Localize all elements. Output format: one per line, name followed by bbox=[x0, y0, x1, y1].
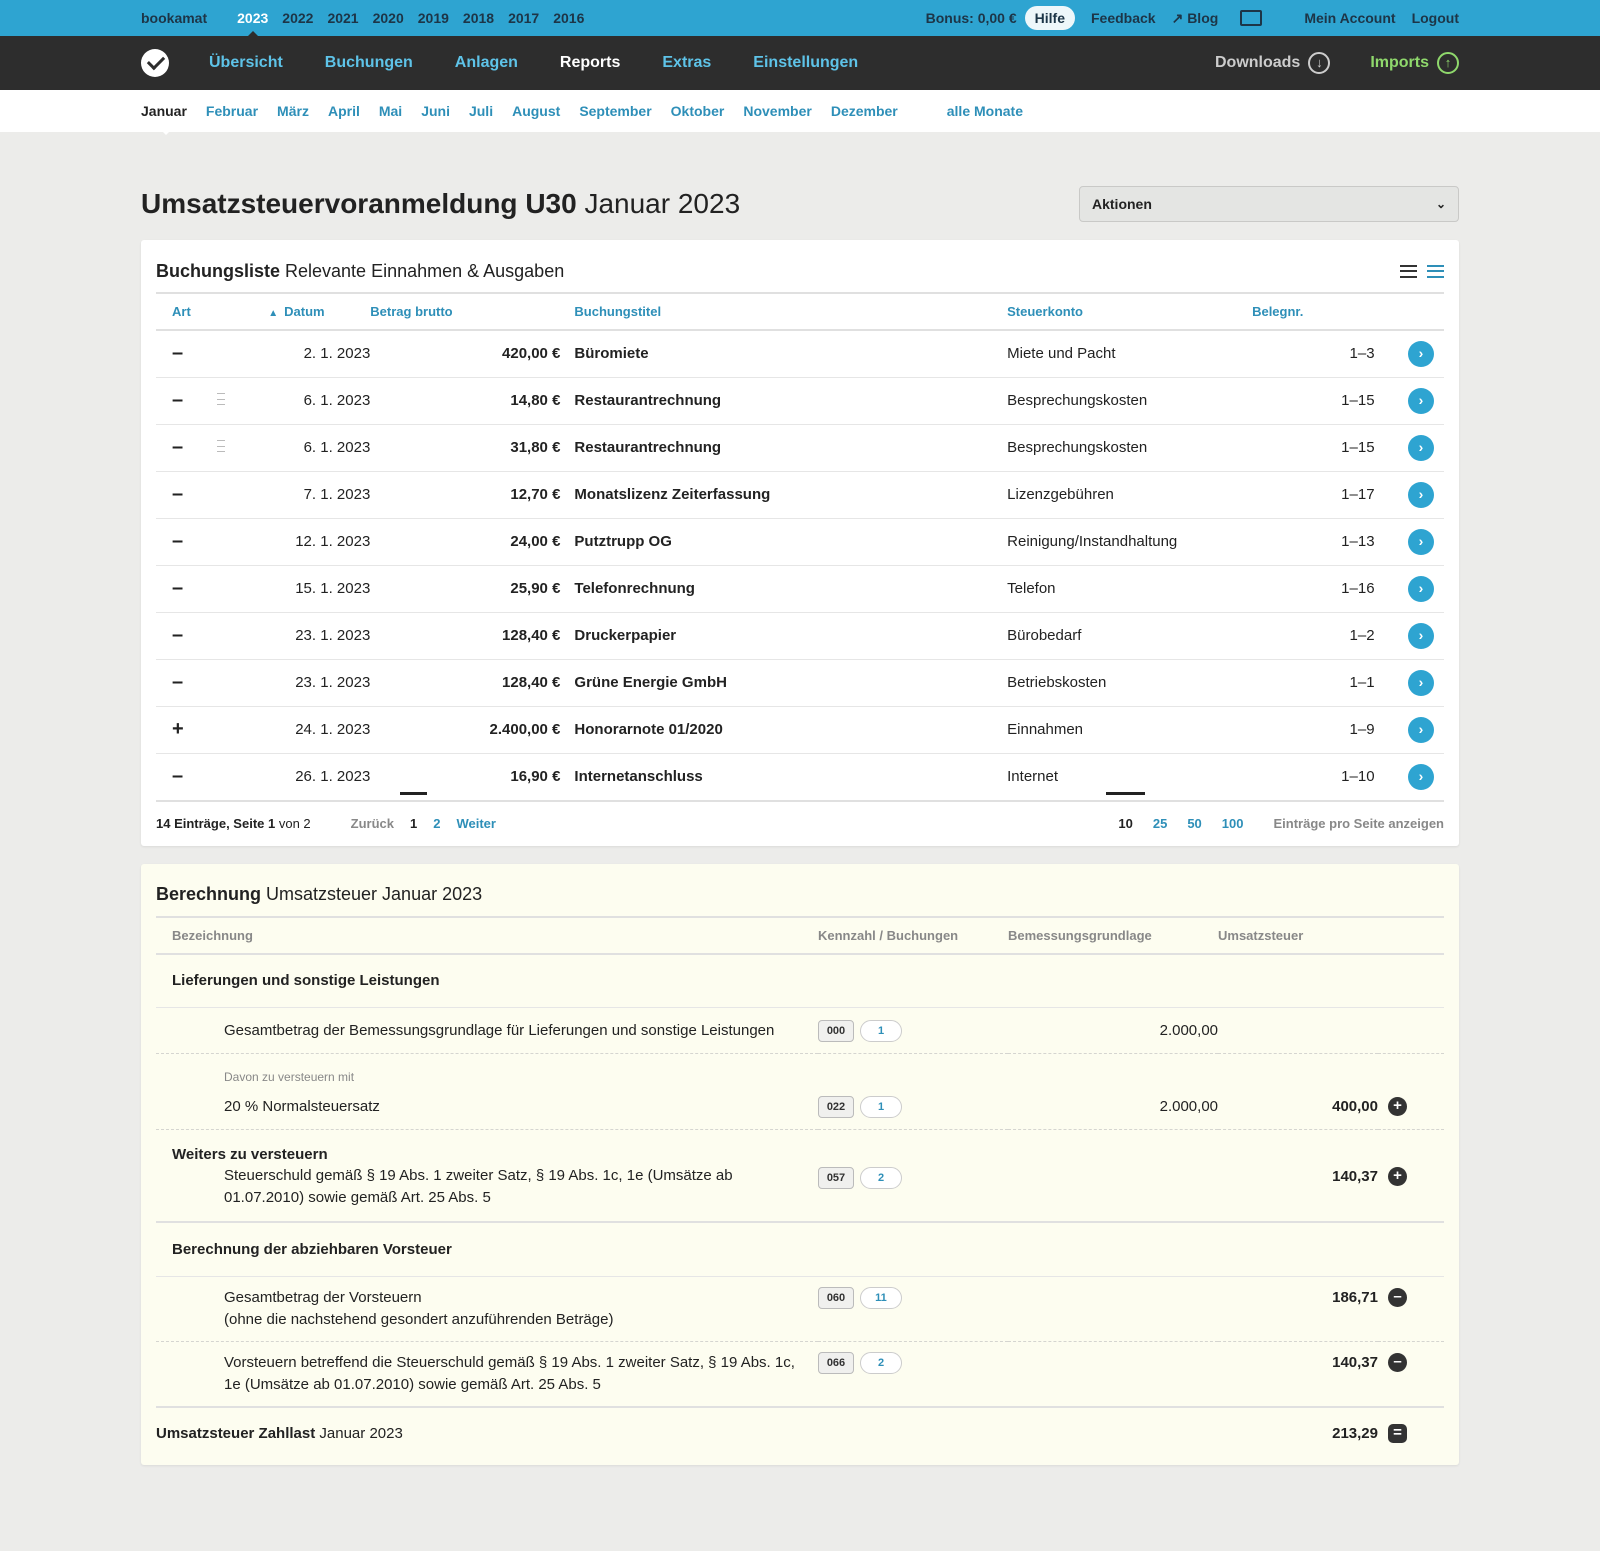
total-label-period: Januar 2023 bbox=[319, 1424, 403, 1442]
minus-icon: – bbox=[1388, 1353, 1407, 1372]
calc-row-022-sub bbox=[156, 1054, 1444, 1086]
calc-desc-line1: Vorsteuern betreffend die Steuerschuld gemäß § 19 Abs. 1 zweiter Satz, § 19 Abs. 1c, bbox=[224, 1353, 795, 1371]
calculation-subtitle: Umsatzsteuer Januar 2023 bbox=[266, 884, 483, 904]
actions-label: Aktionen bbox=[1092, 196, 1152, 212]
row-beleg: 1–17 bbox=[1252, 471, 1374, 518]
month-juli[interactable]: Juli bbox=[468, 103, 494, 119]
month-dezember[interactable]: Dezember bbox=[830, 103, 898, 119]
minus-icon: – bbox=[172, 342, 184, 365]
keyboard-icon[interactable] bbox=[1240, 10, 1262, 26]
nav-right bbox=[1215, 52, 1459, 74]
row-split bbox=[217, 565, 268, 612]
row-konto: Reinigung/Instandhaltung bbox=[1007, 518, 1252, 565]
col-bemessungsgrundlage: Bemessungsgrundlage bbox=[1008, 918, 1218, 954]
row-action bbox=[1375, 424, 1444, 471]
col-umsatzsteuer: Umsatzsteuer bbox=[1218, 918, 1378, 954]
row-konto: Internet bbox=[1007, 753, 1252, 800]
row-betrag: 12,70 € bbox=[370, 471, 574, 518]
page-title-period: Januar 2023 bbox=[584, 188, 741, 219]
row-action bbox=[1375, 612, 1444, 659]
actions-select[interactable] bbox=[1079, 186, 1459, 222]
blog-link[interactable]: ↗ Blog bbox=[1171, 9, 1219, 26]
row-betrag: 16,90 € bbox=[370, 753, 574, 800]
section-vorsteuer bbox=[156, 1222, 1444, 1276]
row-datum: 23. 1. 2023 bbox=[268, 659, 370, 706]
calculation-table bbox=[156, 918, 1444, 1459]
col-action bbox=[1375, 294, 1444, 330]
row-datum: 26. 1. 2023 bbox=[268, 753, 370, 800]
booking-table-body bbox=[156, 330, 1444, 800]
row-beleg: 1–16 bbox=[1252, 565, 1374, 612]
calc-row-000 bbox=[156, 1008, 1444, 1054]
calc-desc-line2: 01.07.2010) sowie gemäß Art. 25 Abs. 5 bbox=[224, 1189, 491, 1206]
minus-icon: – bbox=[172, 389, 184, 411]
calc-kennzahl bbox=[818, 1341, 1008, 1407]
calc-desc-line2: (ohne die nachstehend gesondert anzuführenden Beträge) bbox=[224, 1310, 614, 1328]
table-row[interactable] bbox=[156, 659, 1444, 706]
table-row[interactable] bbox=[156, 565, 1444, 612]
row-titel: Restaurantrechnung bbox=[574, 377, 1007, 424]
row-titel: Honorarnote 01/2020 bbox=[574, 706, 1007, 753]
top-bar bbox=[0, 0, 1600, 36]
brand-link[interactable]: bookamat bbox=[141, 10, 208, 26]
plus-icon: + bbox=[1388, 1097, 1407, 1116]
row-art bbox=[156, 330, 217, 377]
month-september[interactable]: September bbox=[579, 103, 652, 119]
row-konto: Besprechungskosten bbox=[1007, 424, 1252, 471]
row-datum: 6. 1. 2023 bbox=[268, 377, 370, 424]
nav-uebersicht[interactable]: Übersicht bbox=[209, 54, 283, 71]
row-datum: 24. 1. 2023 bbox=[268, 706, 370, 753]
content bbox=[141, 186, 1459, 1465]
row-titel: Grüne Energie GmbH bbox=[574, 659, 1007, 706]
row-betrag: 14,80 € bbox=[370, 377, 574, 424]
calc-total-row bbox=[156, 1407, 1444, 1459]
chevron-right-icon[interactable]: › bbox=[1408, 435, 1434, 461]
row-beleg: 1–9 bbox=[1252, 706, 1374, 753]
minus-icon: – bbox=[172, 577, 184, 599]
row-betrag: 25,90 € bbox=[370, 565, 574, 612]
row-titel: Telefonrechnung bbox=[574, 565, 1007, 612]
calc-base bbox=[1008, 1276, 1218, 1341]
col-kennzahl: Kennzahl / Buchungen bbox=[818, 918, 1008, 954]
nav-einstellungen[interactable]: Einstellungen bbox=[753, 54, 859, 71]
row-konto: Miete und Pacht bbox=[1007, 330, 1252, 377]
booking-list-header bbox=[156, 240, 1444, 294]
logout-link[interactable]: Logout bbox=[1411, 10, 1459, 26]
row-split bbox=[217, 659, 268, 706]
calc-kennzahl bbox=[818, 1276, 1008, 1341]
row-titel: Putztrupp OG bbox=[574, 518, 1007, 565]
chevron-right-icon[interactable]: › bbox=[1408, 576, 1434, 602]
logo-icon[interactable] bbox=[141, 49, 169, 77]
booking-list-subtitle: Relevante Einnahmen & Ausgaben bbox=[285, 260, 565, 281]
row-art bbox=[156, 706, 217, 753]
calc-base: 2.000,00 bbox=[1008, 1085, 1218, 1129]
split-icon bbox=[217, 393, 225, 405]
pager-page-2[interactable]: 2 bbox=[433, 816, 441, 831]
year-2017[interactable]: 2017 bbox=[508, 10, 540, 26]
minus-icon: – bbox=[172, 530, 184, 552]
calc-base: 2.000,00 bbox=[1008, 1008, 1218, 1054]
minus-icon: – bbox=[1388, 1288, 1407, 1307]
row-split bbox=[217, 471, 268, 518]
list-view-icon[interactable] bbox=[1427, 265, 1444, 278]
pager-back[interactable]: Zurück bbox=[350, 816, 394, 831]
calculation-title: Berechnung bbox=[156, 884, 262, 904]
calc-row-022 bbox=[156, 1085, 1444, 1129]
row-split bbox=[217, 377, 268, 424]
calc-desc-line1: Gesamtbetrag der Vorsteuern bbox=[224, 1288, 422, 1306]
row-split bbox=[217, 753, 268, 800]
booking-count-badge[interactable]: 1 bbox=[860, 1020, 902, 1042]
row-art bbox=[156, 612, 217, 659]
pager-info bbox=[156, 816, 311, 831]
row-konto: Bürobedarf bbox=[1007, 612, 1252, 659]
col-art[interactable]: Art bbox=[156, 294, 217, 330]
pagination bbox=[156, 800, 1444, 846]
pager-info-total: von 2 bbox=[275, 816, 311, 831]
row-titel: Internetanschluss bbox=[574, 753, 1007, 800]
row-datum: 15. 1. 2023 bbox=[268, 565, 370, 612]
sort-asc-icon: ▲ bbox=[268, 308, 279, 319]
nav-reports[interactable]: Reports bbox=[559, 54, 621, 71]
col-titel[interactable]: Buchungstitel bbox=[574, 294, 1007, 330]
calc-tax: 140,37 bbox=[1218, 1165, 1378, 1222]
help-button[interactable]: Hilfe bbox=[1025, 6, 1075, 30]
col-beleg[interactable]: Belegnr. bbox=[1252, 294, 1374, 330]
section-weiters bbox=[156, 1129, 1444, 1165]
month-juni[interactable]: Juni bbox=[421, 103, 450, 119]
calc-base bbox=[1008, 1341, 1218, 1407]
booking-table bbox=[156, 294, 1444, 801]
row-beleg: 1–2 bbox=[1252, 612, 1374, 659]
calc-sign bbox=[1378, 1008, 1444, 1054]
year-2023[interactable]: 2023 bbox=[237, 10, 269, 26]
per-page-25[interactable]: 25 bbox=[1152, 816, 1168, 831]
downloads-button[interactable] bbox=[1215, 52, 1330, 74]
year-2022[interactable]: 2022 bbox=[282, 10, 314, 26]
row-split bbox=[217, 706, 268, 753]
year-2018[interactable]: 2018 bbox=[462, 10, 495, 26]
row-art bbox=[156, 518, 217, 565]
kennzahl-badge: 066 bbox=[818, 1352, 854, 1374]
pager-info-bold: 14 Einträge, Seite 1 bbox=[156, 816, 276, 831]
section-lieferungen bbox=[156, 954, 1444, 1008]
calc-desc-line2: 1e (Umsätze ab 01.07.2010) sowie gemäß Art. 25 Abs. 5 bbox=[224, 1375, 601, 1393]
row-betrag: 128,40 € bbox=[370, 659, 574, 706]
kennzahl-badge: 000 bbox=[818, 1020, 854, 1042]
month-mai[interactable]: Mai bbox=[378, 103, 403, 119]
chevron-right-icon[interactable]: › bbox=[1408, 341, 1434, 367]
year-2019[interactable]: 2019 bbox=[417, 10, 449, 26]
row-art bbox=[156, 565, 217, 612]
row-titel: Büromiete bbox=[574, 330, 1007, 377]
row-art bbox=[156, 753, 217, 800]
month-februar[interactable]: Februar bbox=[205, 103, 259, 119]
row-betrag: 420,00 € bbox=[370, 330, 574, 377]
kennzahl-badge: 060 bbox=[818, 1287, 854, 1309]
calc-tax: 186,71 bbox=[1218, 1276, 1378, 1341]
row-beleg: 1–15 bbox=[1252, 377, 1374, 424]
row-art bbox=[156, 471, 217, 518]
col-betrag[interactable]: Betrag brutto bbox=[370, 294, 574, 330]
row-titel: Monatslizenz Zeiterfassung bbox=[574, 471, 1007, 518]
calc-kennzahl bbox=[818, 1085, 1008, 1129]
nav-anlagen[interactable]: Anlagen bbox=[454, 54, 518, 71]
calc-kennzahl bbox=[818, 1008, 1008, 1054]
calc-desc-line1: Steuerschuld gemäß § 19 Abs. 1 zweiter Satz, § 19 Abs. 1c, 1e (Umsätze ab bbox=[224, 1167, 733, 1184]
arrow-down-icon: ↓ bbox=[1308, 52, 1330, 74]
account-link[interactable]: Mein Account bbox=[1304, 10, 1396, 26]
feedback-link[interactable]: Feedback bbox=[1090, 10, 1156, 26]
row-beleg: 1–13 bbox=[1252, 518, 1374, 565]
calc-desc bbox=[156, 1341, 818, 1407]
row-datum: 12. 1. 2023 bbox=[268, 518, 370, 565]
row-betrag: 31,80 € bbox=[370, 424, 574, 471]
calculation-card bbox=[141, 864, 1459, 1465]
plus-icon: + bbox=[1388, 1167, 1407, 1186]
imports-label: Imports bbox=[1370, 54, 1429, 71]
year-2016[interactable]: 2016 bbox=[553, 10, 585, 26]
downloads-label: Downloads bbox=[1214, 54, 1301, 71]
row-split bbox=[217, 424, 268, 471]
col-datum-label: Datum bbox=[284, 304, 325, 319]
top-right-links bbox=[910, 6, 1459, 30]
view-toggle bbox=[1400, 265, 1444, 278]
compact-list-icon[interactable] bbox=[1400, 265, 1417, 278]
row-datum: 7. 1. 2023 bbox=[268, 471, 370, 518]
plus-icon: + bbox=[172, 718, 184, 740]
calc-sign bbox=[1378, 1165, 1444, 1222]
row-betrag: 2.400,00 € bbox=[370, 706, 574, 753]
table-row[interactable] bbox=[156, 377, 1444, 424]
calc-row-057 bbox=[156, 1165, 1444, 1222]
chevron-right-icon[interactable]: › bbox=[1408, 388, 1434, 414]
calc-tax bbox=[1218, 1008, 1378, 1054]
row-datum: 6. 1. 2023 bbox=[268, 424, 370, 471]
table-row[interactable] bbox=[156, 706, 1444, 753]
page-title-bold: Umsatzsteuervoranmeldung U30 bbox=[141, 188, 577, 219]
col-bezeichnung: Bezeichnung bbox=[156, 918, 818, 954]
month-nav bbox=[0, 90, 1600, 132]
nav-buchungen[interactable]: Buchungen bbox=[324, 54, 413, 71]
row-art bbox=[156, 377, 217, 424]
col-datum[interactable] bbox=[268, 294, 370, 330]
calc-desc bbox=[156, 1276, 818, 1341]
chevron-right-icon[interactable]: › bbox=[1408, 623, 1434, 649]
split-icon bbox=[217, 440, 225, 452]
year-2021[interactable]: 2021 bbox=[327, 10, 359, 26]
month-all[interactable]: alle Monate bbox=[946, 103, 1023, 119]
row-beleg: 1–1 bbox=[1252, 659, 1374, 706]
table-row[interactable] bbox=[156, 612, 1444, 659]
total-label bbox=[156, 1407, 1218, 1459]
pager-next[interactable]: Weiter bbox=[456, 816, 496, 831]
booking-count-badge[interactable]: 11 bbox=[860, 1287, 902, 1309]
booking-list-title: Buchungsliste bbox=[156, 260, 281, 281]
chevron-down-icon: ⌄ bbox=[1435, 197, 1446, 211]
calc-desc: Gesamtbetrag der Bemessungsgrundlage für Lieferungen und sonstige Leistungen bbox=[156, 1008, 818, 1054]
month-januar[interactable]: Januar bbox=[141, 103, 187, 119]
year-selector bbox=[237, 10, 598, 26]
minus-icon: – bbox=[172, 483, 184, 505]
per-page-10[interactable]: 10 bbox=[1118, 816, 1133, 831]
month-april[interactable]: April bbox=[327, 103, 360, 119]
table-row[interactable] bbox=[156, 330, 1444, 377]
calc-subtext: Davon zu versteuern mit bbox=[224, 1070, 355, 1084]
calculation-header bbox=[156, 864, 1444, 918]
minus-icon: – bbox=[172, 624, 184, 646]
arrow-up-icon: ↑ bbox=[1437, 52, 1459, 74]
row-split bbox=[217, 518, 268, 565]
table-row[interactable] bbox=[156, 518, 1444, 565]
page-title bbox=[141, 188, 740, 220]
row-konto: Telefon bbox=[1007, 565, 1252, 612]
row-art bbox=[156, 659, 217, 706]
row-action bbox=[1375, 471, 1444, 518]
month-november[interactable]: November bbox=[743, 103, 812, 119]
minus-icon: – bbox=[172, 671, 184, 693]
row-konto: Lizenzgebühren bbox=[1007, 471, 1252, 518]
kennzahl-badge: 022 bbox=[818, 1096, 854, 1118]
section-title: Weiters zu versteuern bbox=[172, 1145, 328, 1163]
month-oktober[interactable]: Oktober bbox=[670, 103, 725, 119]
pager-page-1[interactable]: 1 bbox=[410, 816, 418, 831]
row-titel: Druckerpapier bbox=[574, 612, 1007, 659]
chevron-right-icon[interactable]: › bbox=[1408, 717, 1434, 743]
equals-icon: = bbox=[1388, 1424, 1407, 1443]
per-page-100[interactable]: 100 bbox=[1221, 816, 1244, 831]
calc-sign bbox=[1378, 1407, 1444, 1459]
per-page-selector bbox=[1098, 816, 1444, 831]
row-split bbox=[217, 330, 268, 377]
year-2020[interactable]: 2020 bbox=[372, 10, 404, 26]
chevron-right-icon[interactable]: › bbox=[1408, 529, 1434, 555]
per-page-50[interactable]: 50 bbox=[1187, 816, 1202, 831]
table-row[interactable] bbox=[156, 424, 1444, 471]
calc-sign bbox=[1378, 1341, 1444, 1407]
calc-row-060 bbox=[156, 1276, 1444, 1341]
per-page-label: Einträge pro Seite anzeigen bbox=[1273, 816, 1444, 831]
chevron-right-icon[interactable]: › bbox=[1408, 482, 1434, 508]
section-title: Berechnung der abziehbaren Vorsteuer bbox=[156, 1222, 1444, 1276]
row-split bbox=[217, 612, 268, 659]
calc-kennzahl bbox=[818, 1165, 1008, 1222]
total-label-bold: Umsatzsteuer Zahllast bbox=[156, 1424, 316, 1442]
row-action bbox=[1375, 659, 1444, 706]
minus-icon: – bbox=[172, 436, 184, 458]
month-august[interactable]: August bbox=[512, 103, 561, 119]
booking-count-badge[interactable]: 2 bbox=[860, 1352, 902, 1374]
row-beleg: 1–15 bbox=[1252, 424, 1374, 471]
calc-tax: 400,00 bbox=[1218, 1085, 1378, 1129]
main-nav bbox=[0, 36, 1600, 90]
row-art bbox=[156, 424, 217, 471]
calc-desc: 20 % Normalsteuersatz bbox=[156, 1085, 818, 1129]
chevron-right-icon[interactable]: › bbox=[1408, 764, 1434, 790]
row-betrag: 24,00 € bbox=[370, 518, 574, 565]
col-sign bbox=[1378, 918, 1444, 954]
booking-count-badge[interactable]: 2 bbox=[860, 1167, 902, 1189]
calc-row-066 bbox=[156, 1341, 1444, 1407]
table-row[interactable] bbox=[156, 753, 1444, 800]
row-betrag: 128,40 € bbox=[370, 612, 574, 659]
calc-sign bbox=[1378, 1276, 1444, 1341]
row-konto: Einnahmen bbox=[1007, 706, 1252, 753]
calc-desc bbox=[156, 1165, 818, 1222]
row-beleg: 1–3 bbox=[1252, 330, 1374, 377]
row-konto: Besprechungskosten bbox=[1007, 377, 1252, 424]
page-header bbox=[141, 186, 1459, 222]
col-spacer bbox=[217, 294, 268, 330]
row-datum: 2. 1. 2023 bbox=[268, 330, 370, 377]
row-action bbox=[1375, 377, 1444, 424]
row-action bbox=[1375, 518, 1444, 565]
row-titel: Restaurantrechnung bbox=[574, 424, 1007, 471]
row-action bbox=[1375, 706, 1444, 753]
chevron-right-icon[interactable]: › bbox=[1408, 670, 1434, 696]
section-title: Lieferungen und sonstige Leistungen bbox=[156, 954, 1444, 1008]
calc-tax: 140,37 bbox=[1218, 1341, 1378, 1407]
nav-extras[interactable]: Extras bbox=[662, 54, 712, 71]
minus-icon: – bbox=[172, 765, 184, 787]
calc-base bbox=[1008, 1165, 1218, 1222]
booking-table-header bbox=[156, 294, 1444, 330]
row-beleg: 1–10 bbox=[1252, 753, 1374, 800]
booking-list-card bbox=[141, 240, 1459, 846]
row-action bbox=[1375, 330, 1444, 377]
imports-button[interactable] bbox=[1370, 52, 1459, 74]
col-konto[interactable]: Steuerkonto bbox=[1007, 294, 1252, 330]
month-maerz[interactable]: März bbox=[277, 103, 309, 119]
row-action bbox=[1375, 753, 1444, 800]
row-konto: Betriebskosten bbox=[1007, 659, 1252, 706]
bonus-label: Bonus: 0,00 € bbox=[925, 10, 1017, 26]
total-tax: 213,29 bbox=[1332, 1424, 1378, 1442]
row-action bbox=[1375, 565, 1444, 612]
table-row[interactable] bbox=[156, 471, 1444, 518]
calc-sign bbox=[1378, 1085, 1444, 1129]
kennzahl-badge: 057 bbox=[818, 1167, 854, 1189]
booking-count-badge[interactable]: 1 bbox=[860, 1096, 902, 1118]
row-datum: 23. 1. 2023 bbox=[268, 612, 370, 659]
calculation-table-header bbox=[156, 918, 1444, 954]
